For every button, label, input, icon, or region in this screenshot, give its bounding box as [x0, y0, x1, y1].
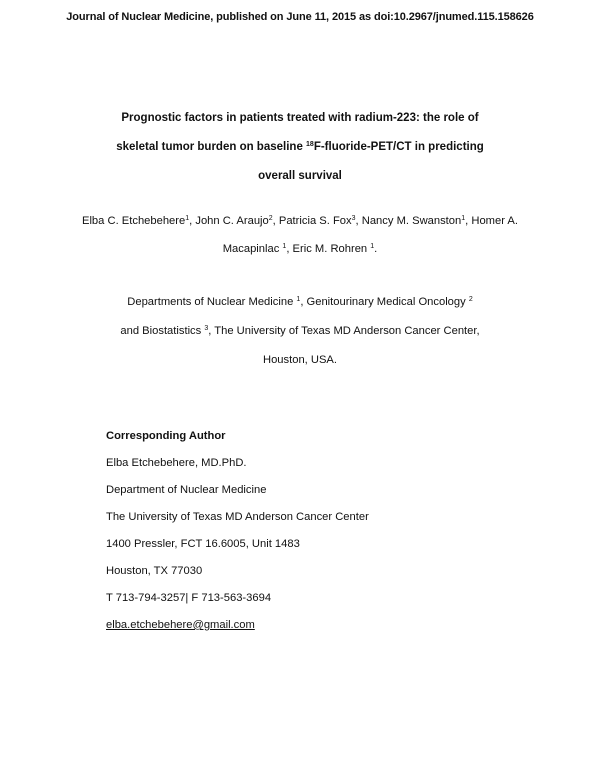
paper-title [60, 104, 540, 191]
author-affiliation-mark: 1 [185, 215, 190, 222]
author-affiliation-mark: 2 [268, 215, 273, 222]
affiliation-biostatistics: and Biostatistics [120, 325, 205, 337]
author-affiliation-mark: 3 [351, 215, 356, 222]
author-name: Elba C. Etchebehere [81, 215, 186, 227]
affiliations [60, 288, 540, 375]
author-separator: , [286, 243, 293, 255]
author-line-1 [60, 207, 540, 263]
title-line-2-end: F-fluoride-PET/CT in predicting [313, 141, 484, 153]
affiliation-line-2 [60, 317, 540, 346]
journal-header: Journal of Nuclear Medicine, published on June 11, 2015 as doi:10.2967/jnumed.115.158626 [66, 11, 534, 23]
corresponding-author-name: Elba Etchebehere, MD.PhD. [106, 457, 247, 469]
corresponding-author-label: Corresponding Author [106, 430, 226, 442]
affiliation-mark: 2 [468, 296, 473, 303]
title-line-2 [60, 133, 540, 162]
author-name: Nancy M. Swanston [361, 215, 462, 227]
affiliation-institution: , The University of Texas MD Anderson Cancer Center, [208, 325, 480, 337]
author-name: Patricia S. Fox [278, 215, 352, 227]
author-separator: , [465, 215, 472, 227]
author-list [60, 207, 540, 263]
author-separator: . [374, 243, 378, 255]
author-affiliation-mark: 1 [282, 243, 287, 250]
corresponding-author-phone: T 713-794-3257| F 713-563-3694 [106, 592, 272, 604]
corresponding-author-city: Houston, TX 77030 [106, 565, 203, 577]
isotope-superscript: 18 [306, 141, 314, 148]
affiliation-mark: 1 [296, 296, 301, 303]
corresponding-author-block [106, 423, 546, 639]
corresponding-author-department: Department of Nuclear Medicine [106, 484, 267, 496]
corresponding-author-address: 1400 Pressler, FCT 16.6005, Unit 1483 [106, 538, 300, 550]
affiliation-nuclear-medicine: Departments of Nuclear Medicine [127, 296, 297, 308]
affiliation-mark: 3 [204, 325, 209, 332]
corresponding-author-email-link[interactable]: elba.etchebehere@gmail.com [106, 619, 255, 631]
affiliation-location: Houston, USA. [263, 354, 337, 366]
author-separator: , [189, 215, 196, 227]
author-name: Homer A. Macapinlac [222, 215, 519, 255]
author-affiliation-mark: 1 [370, 243, 375, 250]
affiliation-genitourinary: , Genitourinary Medical Oncology [300, 296, 469, 308]
author-name: Eric M. Rohren [292, 243, 371, 255]
author-separator: , [355, 215, 362, 227]
corresponding-author-institution: The University of Texas MD Anderson Cancer Center [106, 511, 369, 523]
title-line-2-start: skeletal tumor burden on baseline [116, 141, 307, 153]
author-affiliation-mark: 1 [461, 215, 466, 222]
title-line-1: Prognostic factors in patients treated with radium-223: the role of [121, 112, 479, 124]
author-separator: , [272, 215, 279, 227]
title-line-3: overall survival [258, 170, 342, 182]
author-name: John C. Araujo [195, 215, 269, 227]
affiliation-line-1 [60, 288, 540, 317]
